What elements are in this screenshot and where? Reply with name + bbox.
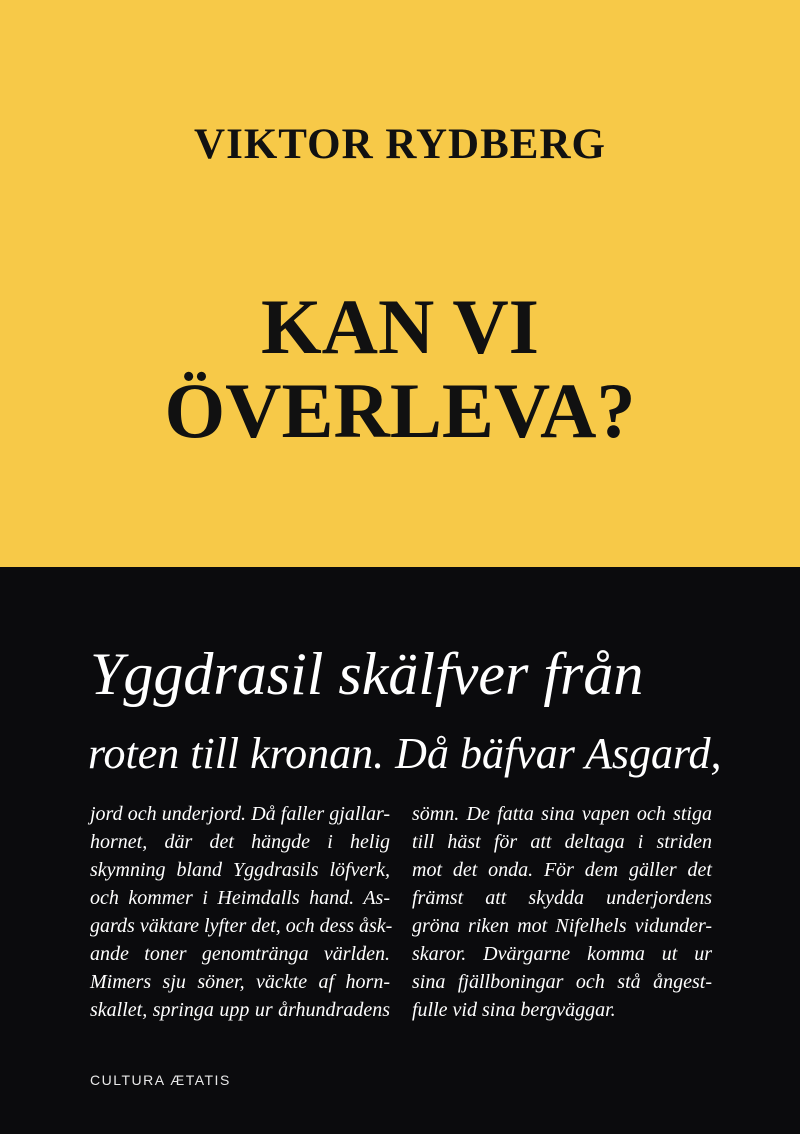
excerpt-line: hornet, där det hängde i helig [90, 831, 390, 853]
publisher-name: CULTURA ÆTATIS [90, 1072, 231, 1088]
quote-line: roten till kronan. Då bäfvar Asgard, [88, 729, 722, 778]
excerpt-line: ande toner genomtränga världen. [90, 943, 390, 965]
excerpt-line: skymning bland Yggdrasils löfverk, [90, 859, 390, 881]
excerpt-line: gards väktare lyfter det, och dess åsk- [90, 915, 393, 937]
excerpt-line: fulle vid sina bergväggar. [412, 999, 616, 1021]
quote-line: Yggdrasil skälfver från [90, 641, 644, 707]
excerpt-line: främst att skydda underjordens [412, 887, 712, 909]
excerpt-line: mot det onda. För dem gäller det [412, 859, 712, 881]
excerpt-line: skallet, springa upp ur århundradens [90, 999, 390, 1021]
book-title [0, 285, 800, 453]
excerpt-left-column [90, 800, 393, 1024]
title-line: ÖVERLEVA? [164, 367, 636, 454]
excerpt-line: till häst för att deltaga i striden [412, 831, 712, 853]
excerpt-line: sina fjällboningar och stå ångest- [412, 971, 712, 993]
excerpt-line: och kommer i Heimdalls hand. As- [90, 887, 390, 909]
excerpt-line: skaror. Dvärgarne komma ut ur [412, 943, 712, 965]
excerpt-right-column [412, 800, 712, 1024]
author-name: VIKTOR RYDBERG [194, 121, 606, 168]
excerpt-line: jord och underjord. Då faller gjallar- [90, 803, 390, 825]
excerpt-line: Mimers sju söner, väckte af horn- [90, 971, 390, 993]
title-line: KAN VI [260, 283, 540, 370]
excerpt-line: gröna riken mot Nifelhels vidunder- [412, 915, 712, 937]
excerpt-line: sömn. De fatta sina vapen och stiga [412, 803, 712, 825]
